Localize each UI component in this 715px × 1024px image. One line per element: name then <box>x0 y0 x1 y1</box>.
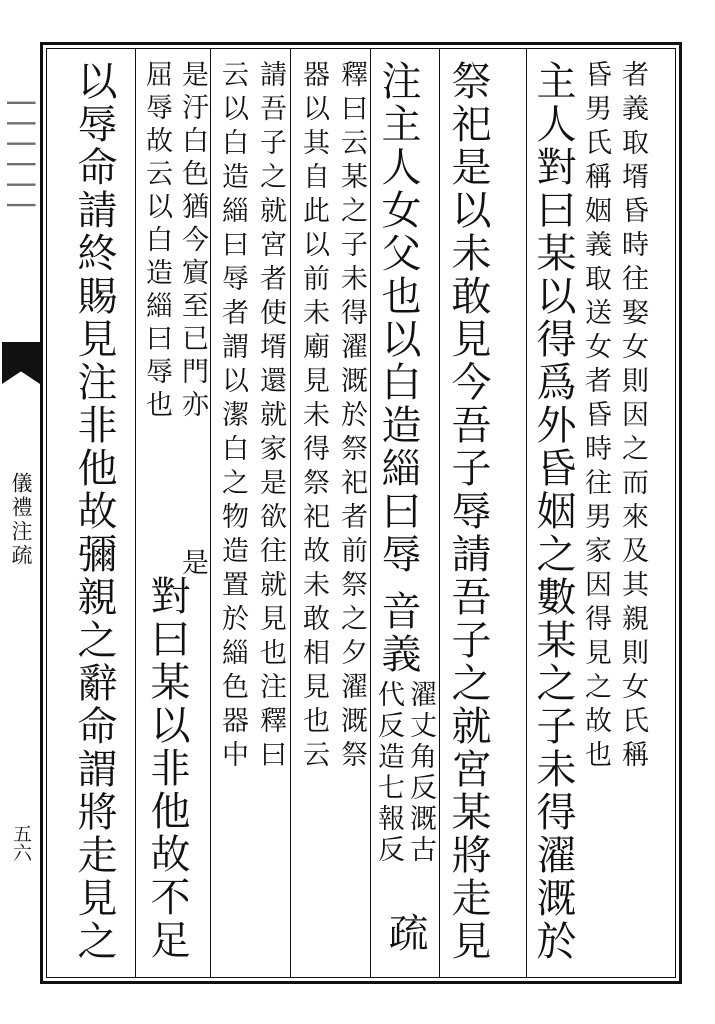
column-divider <box>370 48 371 978</box>
column-divider <box>439 48 440 978</box>
page-number: 五六 <box>10 824 32 862</box>
margin-faded-glyphs: ▏▏▏▏▏▏ <box>7 102 35 225</box>
commentary-line: 請吾子之就宮者使壻還就家是欲往就見也注釋曰 <box>255 60 286 774</box>
main-text-column: 以辱命請終賜見注非他故彌親之辭命謂將走見之 <box>71 60 117 963</box>
commentary-line: 釋曰云某之子未得濯溉於祭祀者前祭之夕濯溉祭 <box>336 60 367 774</box>
pronunciation-line: 代反造七報反 <box>373 680 404 866</box>
commentary-line: 屈辱故云以白造緇曰辱也 <box>141 60 172 423</box>
pronunciation-line: 濯丈角反溉古 <box>405 680 436 866</box>
yinyi-marker: 音義 <box>375 590 421 676</box>
commentary-line: 者義取壻昏時往娶女則因之而來及其親則女氏稱 <box>617 60 648 774</box>
fishtail-mark <box>2 342 40 384</box>
commentary-line: 是汙白色猶今賔至已門亦 <box>177 60 208 423</box>
main-text-column: 主人對曰某以得爲外昏姻之數某之子未得濯溉於 <box>530 60 576 963</box>
shu-marker: 疏 <box>382 912 428 955</box>
note-column: 注主人女父也以白造緇曰辱 <box>375 60 421 576</box>
main-text-segment: 對曰某以非他故不足 <box>144 575 190 962</box>
commentary-line: 器以其自此以前未廟見未得祭祀故未敢相見也云 <box>298 60 329 774</box>
main-text-column: 祭祀是以未敢見今吾子辱請吾子之就宮某將走見 <box>445 60 491 963</box>
commentary-line: 昏男氏稱姻義取送女者昏時往男家因得見之故也 <box>580 60 611 774</box>
column-divider <box>290 48 291 978</box>
commentary-line-end: 是 <box>177 548 208 582</box>
commentary-line: 云以白造緇曰辱者謂以潔白之物造置於緇色器中 <box>217 60 248 774</box>
column-divider <box>526 48 527 978</box>
column-divider <box>210 48 211 978</box>
column-divider <box>135 48 136 978</box>
page-margin <box>0 42 42 984</box>
book-title: 儀禮注疏 <box>9 472 33 568</box>
